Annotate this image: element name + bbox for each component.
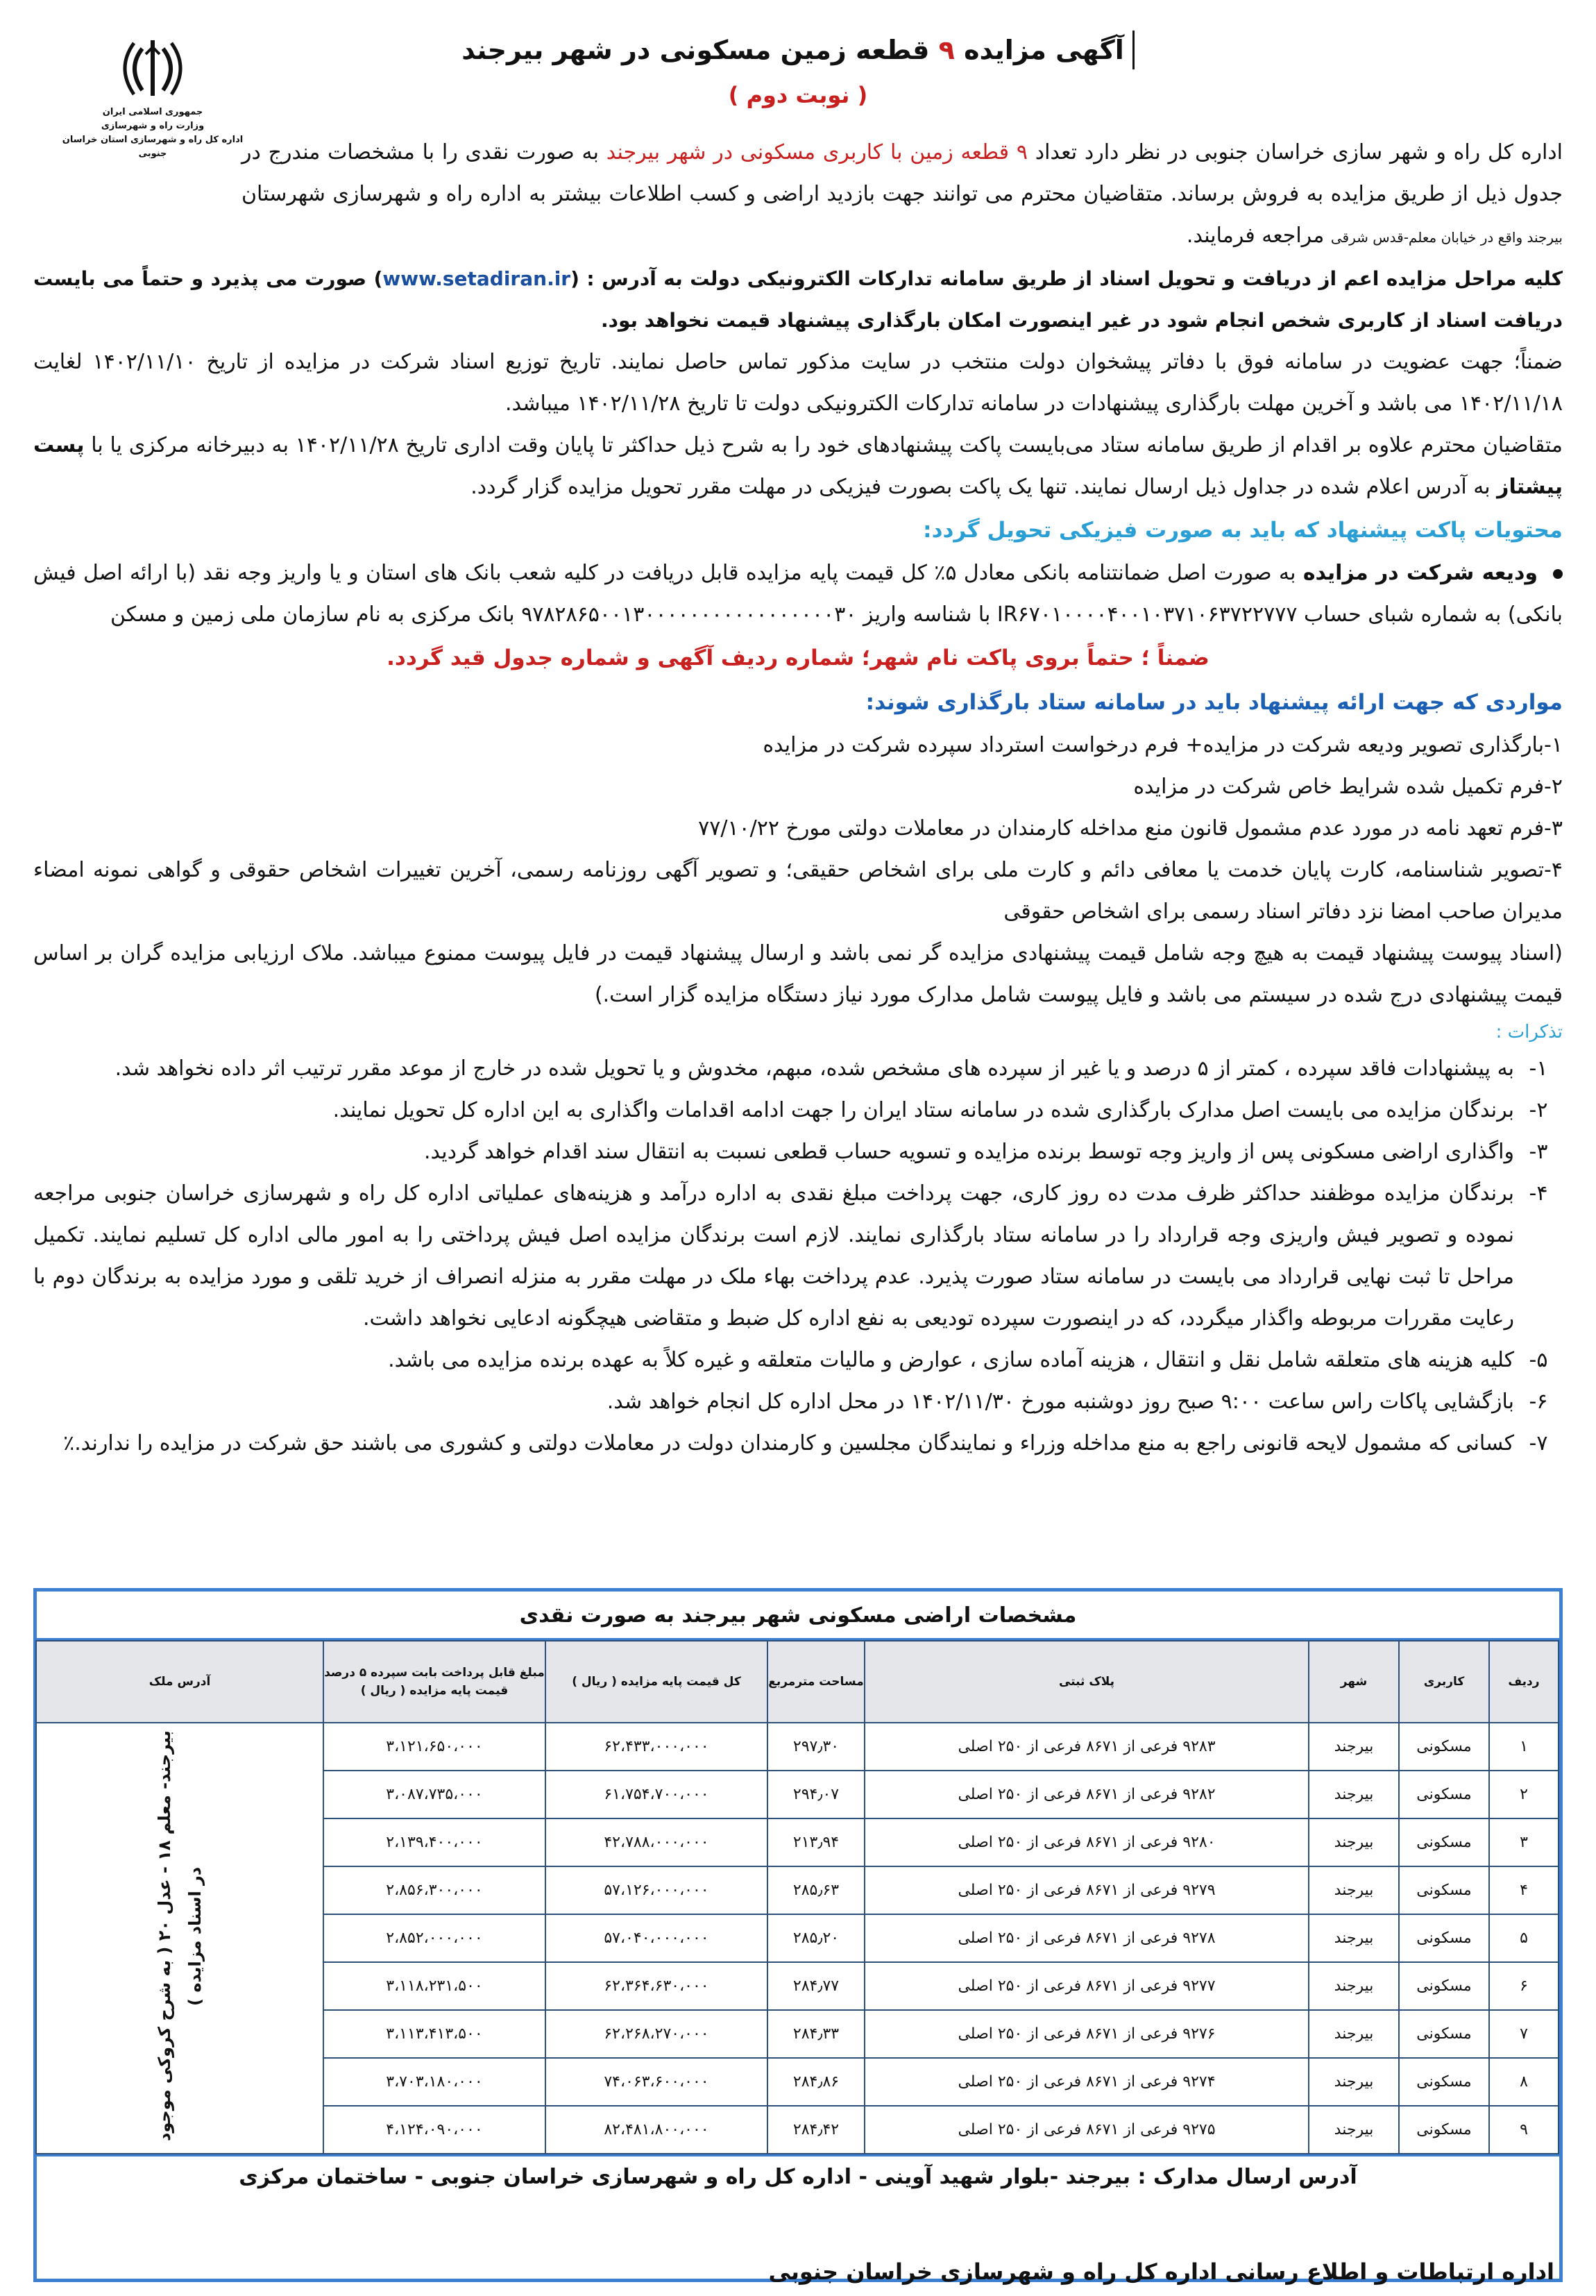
upload-heading: مواردی که جهت ارائه پیشنهاد باید در سامانه ستاد بارگذاری شوند: xyxy=(865,690,1563,715)
intro-text-2: به صورت نقدی را با مشخصات مندرج در جدول ذیل از طریق مزایده به فروش برساند. متقاضیان محترم می توانند جهت بازدید اراضی و کسب اطلاعات بیشتر به اداره راه و شهرسازی شهرستان xyxy=(241,140,1563,206)
cell-usage: مسکونی xyxy=(1399,1866,1489,1914)
note-item xyxy=(33,1340,1563,1381)
cell-usage: مسکونی xyxy=(1399,2058,1489,2106)
cell-base-price: ۵۷،۱۲۶،۰۰۰،۰۰۰ xyxy=(545,1866,767,1914)
note-text: برندگان مزایده موظفند حداکثر ظرف مدت ده روز کاری، جهت پرداخت مبلغ نقدی به اداره درآمد و هزینه‌های عملیاتی اداره کل راه و شهرسازی خراسان جنوبی مراجعه نموده و تصویر فیش واریزی وجه قرارداد را در سامانه ستاد بارگذاری نمایند. لازم است برندگان مزایده اصل فیش پرداختی را به امور مالی اداره کل تسلیم نمایند. تکمیل مراحل تا ثبت نهایی قرارداد می بایست در سامانه ستاد صورت پذیرد. عدم پرداخت بهاء ملک در مهلت مقرر به منزله انصراف از خرید تلقی و مورد مزایده به برندگان دوم با رعایت مقررات مربوطه واگذار میگردد، که در اینصورت سپرده تودیعی به نفع اداره کل ضبط و متقاضی هیچگونه ادعایی نخواهد داشت. xyxy=(33,1181,1514,1331)
cell-city: بیرجند xyxy=(1309,2010,1399,2058)
cell-deposit: ۲،۱۳۹،۴۰۰،۰۰۰ xyxy=(323,1818,545,1866)
cell-city: بیرجند xyxy=(1309,2058,1399,2106)
cell-plaque: ۹۲۷۹ فرعی از ۸۶۷۱ فرعی از ۲۵۰ اصلی xyxy=(865,1866,1309,1914)
cell-plaque: ۹۲۸۰ فرعی از ۸۶۷۱ فرعی از ۲۵۰ اصلی xyxy=(865,1818,1309,1866)
cell-deposit: ۳،۱۱۳،۴۱۳،۵۰۰ xyxy=(323,2010,545,2058)
cell-base-price: ۶۲،۳۶۴،۶۳۰،۰۰۰ xyxy=(545,1962,767,2010)
cell-base-price: ۶۱،۷۵۴،۷۰۰،۰۰۰ xyxy=(545,1771,767,1818)
header-address: آدرس ملک xyxy=(36,1641,323,1723)
land-table xyxy=(35,1640,1559,2154)
note-text: کلیه هزینه های متعلقه شامل نقل و انتقال ، هزینه آماده سازی ، عوارض و مالیات متعلقه و غیره کلاً به عهده برنده مزایده می باشد. xyxy=(388,1348,1514,1372)
cell-deposit: ۳،۰۸۷،۷۳۵،۰۰۰ xyxy=(323,1771,545,1818)
note-number: ۱- xyxy=(1529,1056,1548,1081)
cell-city: بیرجند xyxy=(1309,1962,1399,2010)
header-city: شهر xyxy=(1309,1641,1399,1723)
table-footer-address: آدرس ارسال مدارک : بیرجند -بلوار شهید آوینی - اداره کل راه و شهرسازی خراسان جنوبی - ساختمان مرکزی xyxy=(37,2154,1559,2196)
deposit-label: ودیعه شرکت در مزایده xyxy=(1302,561,1538,585)
cell-deposit: ۲،۸۵۲،۰۰۰،۰۰۰ xyxy=(323,1914,545,1962)
cell-address xyxy=(36,1723,323,2154)
cell-row-number: ۵ xyxy=(1489,1914,1559,1962)
note-number: ۳- xyxy=(1529,1140,1548,1164)
note-number: ۵- xyxy=(1529,1348,1548,1372)
note-item xyxy=(33,1048,1563,1090)
cell-plaque: ۹۲۸۲ فرعی از ۸۶۷۱ فرعی از ۲۵۰ اصلی xyxy=(865,1771,1309,1818)
cell-plaque: ۹۲۷۵ فرعی از ۸۶۷۱ فرعی از ۲۵۰ اصلی xyxy=(865,2106,1309,2154)
cell-plaque: ۹۲۷۴ فرعی از ۸۶۷۱ فرعی از ۲۵۰ اصلی xyxy=(865,2058,1309,2106)
delivery-text-1: متقاضیان محترم علاوه بر اقدام از طریق سامانه ستاد می‌بایست پاکت پیشنهادهای خود را به شرح ذیل حداکثر تا پایان وقت اداری تاریخ ۱۴۰۲/۱۱/۲۸ به دبیرخانه مرکزی یا با xyxy=(84,433,1563,457)
cell-row-number: ۳ xyxy=(1489,1818,1559,1866)
upload-item: (اسناد پیوست پیشنهاد قیمت به هیچ وجه شامل قیمت پیشنهادی مزایده گر نمی باشد و ارسال پیشنهاد قیمت در فایل پیوست ممنوع میباشد. ملاک ارزیابی مزایده گران بر اساس قیمت پیشنهادی درج شده در سیستم می باشد و فایل پیوست شامل مدارک مورد نیاز دستگاه مزایده گزار است.) xyxy=(33,941,1563,1007)
cell-base-price: ۵۷،۰۴۰،۰۰۰،۰۰۰ xyxy=(545,1914,767,1962)
note-number: ۶- xyxy=(1529,1390,1548,1414)
intro-text-highlight: ۹ قطعه زمین با کاربری مسکونی در شهر بیرجند xyxy=(606,140,1028,164)
cell-row-number: ۴ xyxy=(1489,1866,1559,1914)
upload-item: ۴-تصویر شناسنامه، کارت پایان خدمت یا معافی دائم و کارت ملی برای اشخاص حقیقی؛ و تصویر آگهی روزنامه رسمی، آخرین تغییرات اشخاص حقوقی و گواهی نمونه امضاء مدیران صاحب امضا نزد دفاتر اسناد رسمی برای اشخاص حقوقی xyxy=(33,858,1563,924)
cell-area: ۲۱۳٫۹۴ xyxy=(767,1818,865,1866)
intro-text-address: بیرجند واقع در خیابان معلم-قدس شرقی xyxy=(1330,229,1563,246)
header-deposit: مبلغ قابل پرداخت بابت سپرده ۵ درصد قیمت پایه مزایده ( ریال ) xyxy=(323,1641,545,1723)
note-text: برندگان مزایده می بایست اصل مدارک بارگذاری شده در سامانه ستاد ایران را جهت ادامه اقدامات واگذاری به این اداره کل تحویل نمایند. xyxy=(332,1098,1514,1122)
registration-paragraph: ضمناً؛ جهت عضویت در سامانه فوق با دفاتر پیشخوان دولت منتخب در سایت مذکور تماس حاصل نمایند. تاریخ توزیع اسناد شرکت در مزایده از تاریخ ۱۴۰۲/۱۱/۱۰ لغایت ۱۴۰۲/۱۱/۱۸ می باشد و آخرین مهلت بارگذاری پیشنهادات در سامانه تدارکات الکترونیکی دولت تا تاریخ ۱۴۰۲/۱۱/۲۸ میباشد. xyxy=(33,350,1563,416)
deposit-text: به صورت اصل ضمانتنامه بانکی معادل ۵٪ کل قیمت پایه مزایده قابل دریافت در کلیه شعب بانک های استان و یا واریز وجه نقد (با ارائه اصل فیش بانکی) به شماره شبای حساب IR۶۷۰۱۰۰۰۰۴۰۰۱۰۳۷۱۰۶۳۷۲۲۷۷۷ با شناسه واریز ۹۷۸۲۸۶۵۰۰۱۳۰۰۰۰۰۰۰۰۰۰۰۰۰۰۰۰۰۳۰ بانک مرکزی به نام سازمان ملی زمین و مسکن xyxy=(33,561,1563,627)
deposit-paragraph xyxy=(33,552,1563,636)
cell-deposit: ۲،۸۵۶،۳۰۰،۰۰۰ xyxy=(323,1866,545,1914)
cell-area: ۲۸۴٫۴۲ xyxy=(767,2106,865,2154)
table-header-row xyxy=(36,1641,1559,1723)
cell-city: بیرجند xyxy=(1309,1723,1399,1771)
cell-usage: مسکونی xyxy=(1399,1818,1489,1866)
cell-deposit: ۳،۱۱۸،۲۳۱،۵۰۰ xyxy=(323,1962,545,2010)
setad-paragraph xyxy=(33,258,1563,341)
note-number: ۴- xyxy=(1529,1181,1548,1206)
cell-area: ۲۸۴٫۷۷ xyxy=(767,1962,865,2010)
cell-row-number: ۹ xyxy=(1489,2106,1559,2154)
setad-text-2: ) صورت می پذیرد و حتماً می بایست دریافت اسناد از کاربری شخص انجام شود در غیر اینصورت امکان بارگذاری پیشنهاد قیمت نخواهد بود. xyxy=(33,267,1563,332)
note-number: ۷- xyxy=(1529,1431,1548,1455)
note-item xyxy=(33,1131,1563,1173)
cell-deposit: ۳،۱۲۱،۶۵۰،۰۰۰ xyxy=(323,1723,545,1771)
upload-item: ۲-فرم تکمیل شده شرایط خاص شرکت در مزایده xyxy=(1133,775,1563,799)
land-table-box xyxy=(33,1588,1563,2282)
intro-text-1: اداره کل راه و شهر سازی خراسان جنوبی در نظر دارد تعداد xyxy=(1027,140,1563,164)
cell-row-number: ۱ xyxy=(1489,1723,1559,1771)
cell-base-price: ۸۲،۴۸۱،۸۰۰،۰۰۰ xyxy=(545,2106,767,2154)
title-suffix: قطعه زمین مسکونی در شهر بیرجند xyxy=(461,35,939,65)
title-block xyxy=(0,31,1596,108)
cell-city: بیرجند xyxy=(1309,1914,1399,1962)
intro-text-3: مراجعه فرمایند. xyxy=(1186,223,1331,248)
cell-row-number: ۷ xyxy=(1489,2010,1559,2058)
note-text: واگذاری اراضی مسکونی پس از واریز وجه توسط برنده مزایده و تسویه حساب قطعی نسبت به انتقال سند اقدام خواهد گردید. xyxy=(423,1140,1514,1164)
page-subtitle: ( نوبت دوم ) xyxy=(728,82,868,108)
setad-url-link[interactable]: www.setadiran.ir xyxy=(382,267,571,290)
cell-usage: مسکونی xyxy=(1399,2010,1489,2058)
cell-row-number: ۸ xyxy=(1489,2058,1559,2106)
cell-plaque: ۹۲۸۳ فرعی از ۸۶۷۱ فرعی از ۲۵۰ اصلی xyxy=(865,1723,1309,1771)
note-item xyxy=(33,1381,1563,1423)
cell-area: ۲۸۴٫۳۳ xyxy=(767,2010,865,2058)
note-item xyxy=(33,1423,1563,1464)
cell-row-number: ۲ xyxy=(1489,1771,1559,1818)
title-count: ۹ xyxy=(938,35,955,65)
bullet-icon xyxy=(1553,569,1563,579)
envelope-heading: محتویات پاکت پیشنهاد که باید به صورت فیزیکی تحویل گردد: xyxy=(923,518,1563,543)
note-item xyxy=(33,1090,1563,1131)
note-item xyxy=(33,1173,1563,1340)
table-row xyxy=(36,1723,1559,1771)
page-footer: اداره ارتباطات و اطلاع رسانی اداره کل راه و شهرسازی خراسان جنوبی xyxy=(768,2259,1554,2285)
notes-heading: تذکرات : xyxy=(1495,1022,1563,1043)
cell-city: بیرجند xyxy=(1309,1771,1399,1818)
cell-usage: مسکونی xyxy=(1399,1914,1489,1962)
cell-base-price: ۶۲،۲۶۸،۲۷۰،۰۰۰ xyxy=(545,2010,767,2058)
cell-city: بیرجند xyxy=(1309,1818,1399,1866)
cell-area: ۲۸۴٫۸۶ xyxy=(767,2058,865,2106)
cell-base-price: ۶۲،۴۳۳،۰۰۰،۰۰۰ xyxy=(545,1723,767,1771)
header-usage: کاربری xyxy=(1399,1641,1489,1723)
header-area: مساحت مترمربع xyxy=(767,1641,865,1723)
cell-usage: مسکونی xyxy=(1399,1962,1489,2010)
title-prefix: آگهی مزایده xyxy=(954,35,1124,65)
notice-body xyxy=(33,132,1563,1464)
cell-base-price: ۷۴،۰۶۳،۶۰۰،۰۰۰ xyxy=(545,2058,767,2106)
header-plaque: پلاک ثبتی xyxy=(865,1641,1309,1723)
cell-usage: مسکونی xyxy=(1399,2106,1489,2154)
page-title xyxy=(461,31,1135,69)
cell-city: بیرجند xyxy=(1309,2106,1399,2154)
upload-item: ۳-فرم تعهد نامه در مورد عدم مشمول قانون منع مداخله کارمندان در معاملات دولتی مورخ ۷۷/۱۰/۲۲ xyxy=(698,816,1563,841)
cell-deposit: ۳،۷۰۳،۱۸۰،۰۰۰ xyxy=(323,2058,545,2106)
envelope-notice: ضمناً ؛ حتماً بروی پاکت نام شهر؛ شماره ردیف آگهی و شماره جدول قید گردد. xyxy=(387,645,1209,670)
cell-deposit: ۴،۱۲۴،۰۹۰،۰۰۰ xyxy=(323,2106,545,2154)
cell-usage: مسکونی xyxy=(1399,1723,1489,1771)
cell-city: بیرجند xyxy=(1309,1866,1399,1914)
cell-area: ۲۹۴٫۰۷ xyxy=(767,1771,865,1818)
upload-item: ۱-بارگذاری تصویر ودیعه شرکت در مزایده+ فرم درخواست استرداد سپرده شرکت در مزایده xyxy=(763,733,1563,757)
address-text: بیرجند- معلم ۱۸ - عدل ۲۰ ( به شرح کروکی موجود در اسناد مزایده ) xyxy=(155,1730,205,2142)
note-text: کسانی که مشمول لایحه قانونی راجع به منع مداخله وزراء و نمایندگان مجلسین و کارمندان دولت در معاملات دولتی و کشوری می باشند حق شرکت در مزایده را ندارند.٪ xyxy=(63,1431,1514,1455)
header-base-price: کل قیمت پایه مزایده ( ریال ) xyxy=(545,1641,767,1723)
cell-area: ۲۹۷٫۳۰ xyxy=(767,1723,865,1771)
intro-paragraph xyxy=(33,132,1563,258)
cell-row-number: ۶ xyxy=(1489,1962,1559,2010)
cell-area: ۲۸۵٫۲۰ xyxy=(767,1914,865,1962)
delivery-paragraph xyxy=(33,425,1563,508)
note-text: به پیشنهادات فاقد سپرده ، کمتر از ۵ درصد و یا غیر از سپرده های مشخص شده، مبهم، مخدوش و یا تحویل شده در خارج از موعد مقرر ترتیب اثر داده نخواهد شد. xyxy=(114,1056,1514,1081)
cell-base-price: ۴۲،۷۸۸،۰۰۰،۰۰۰ xyxy=(545,1818,767,1866)
cell-plaque: ۹۲۷۸ فرعی از ۸۶۷۱ فرعی از ۲۵۰ اصلی xyxy=(865,1914,1309,1962)
table-title: مشخصات اراضی مسکونی شهر بیرجند به صورت نقدی xyxy=(37,1592,1559,1640)
emblem-line-ministry: وزارت راه و شهرسازی xyxy=(101,121,205,131)
emblem-line-republic: جمهوری اسلامی ایران xyxy=(102,107,203,117)
setad-text-1: کلیه مراحل مزایده اعم از دریافت و تحویل اسناد از طریق سامانه تدارکات الکترونیکی دولت به آدرس : ( xyxy=(570,267,1563,290)
header-row-number: ردیف xyxy=(1489,1641,1559,1723)
cell-usage: مسکونی xyxy=(1399,1771,1489,1818)
delivery-text-2: به آدرس اعلام شده در جداول ذیل ارسال نمایند. تنها یک پاکت بصورت فیزیکی در مهلت مقرر تحویل مزایده گزار گردد. xyxy=(470,475,1497,499)
note-number: ۲- xyxy=(1529,1098,1548,1122)
cell-plaque: ۹۲۷۶ فرعی از ۸۶۷۱ فرعی از ۲۵۰ اصلی xyxy=(865,2010,1309,2058)
cell-area: ۲۸۵٫۶۳ xyxy=(767,1866,865,1914)
note-text: بازگشایی پاکات راس ساعت ۹:۰۰ صبح روز دوشنبه مورخ ۱۴۰۲/۱۱/۳۰ در محل اداره کل انجام خواهد شد. xyxy=(606,1390,1514,1414)
emblem-line-office: اداره کل راه و شهرسازی استان خراسان جنوبی xyxy=(62,135,244,159)
delivery-post-label: پست پیشتاز xyxy=(33,433,1563,499)
cell-plaque: ۹۲۷۷ فرعی از ۸۶۷۱ فرعی از ۲۵۰ اصلی xyxy=(865,1962,1309,2010)
